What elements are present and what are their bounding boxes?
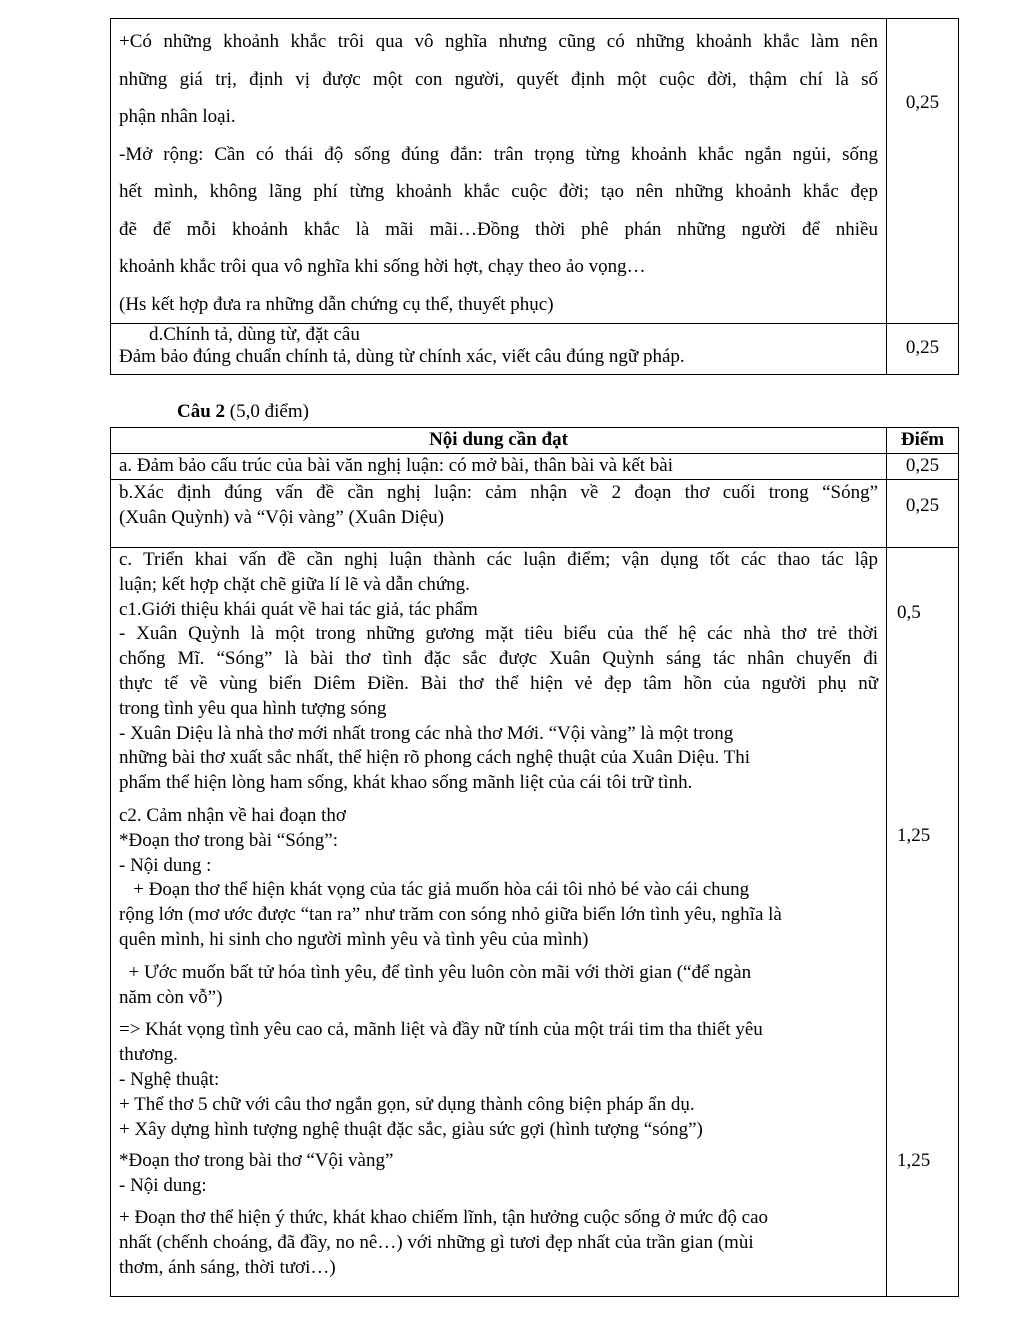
text-line: quên mình, hi sinh cho người mình yêu và tình yêu của mình)	[119, 928, 589, 950]
content-cell	[111, 324, 887, 375]
text-line: hết mình, không lãng phí từng khoảnh khắc cuộc đời; tạo nên những khoảnh khắc đẹp	[119, 181, 878, 202]
text-line: thơm, ánh sáng, thời tươi…)	[119, 1256, 336, 1278]
text-line: thương.	[119, 1044, 178, 1066]
score-value: 1,25	[897, 825, 931, 846]
text-line: b.Xác định đúng vấn đề cần nghị luận: cảm nhận về 2 đoạn thơ cuối trong “Sóng”	[119, 482, 878, 503]
content-cell	[111, 454, 887, 480]
table-row	[111, 480, 959, 548]
text-line: => Khát vọng tình yêu cao cả, mãnh liệt và đầy nữ tính của một trái tim tha thiết yêu	[119, 1019, 763, 1041]
text-line: khoảnh khắc trôi qua vô nghĩa khi sống hời hợt, chạy theo ảo vọng…	[119, 256, 646, 277]
header-content: Nội dung cần đạt	[111, 428, 887, 454]
text-line: những giá trị, định vị được một con người, quyết định một cuộc đời, thậm chí là số	[119, 68, 878, 90]
text-line: luận; kết hợp chặt chẽ giữa lí lẽ và dẫn chứng.	[119, 573, 470, 595]
text-line: phẩm thể hiện lòng ham sống, khát khao sống mãnh liệt của cái tôi trữ tình.	[119, 772, 693, 794]
content-cell	[111, 480, 887, 548]
text-line: - Xuân Quỳnh là một trong những gương mặt tiêu biểu của thế hệ các nhà thơ trẻ thời	[119, 623, 878, 645]
text-line: *Đoạn thơ trong bài “Sóng”:	[119, 829, 339, 851]
text-line: trong tình yêu qua hình tượng sóng	[119, 697, 387, 719]
text-line: (Hs kết hợp đưa ra những dẫn chứng cụ thể, thuyết phục)	[119, 293, 554, 315]
text-line: năm còn vỗ”)	[119, 986, 223, 1008]
text-line: - Xuân Diệu là nhà thơ mới nhất trong các nhà thơ Mới. “Vội vàng” là một trong	[119, 722, 734, 744]
table-row	[111, 324, 959, 375]
header-score: Điểm	[887, 428, 959, 454]
text-line: + Xây dựng hình tượng nghệ thuật đặc sắc, giàu sức gợi (hình tượng “sóng”)	[119, 1118, 703, 1140]
table-row	[111, 454, 959, 480]
score-value: 1,25	[897, 1150, 931, 1171]
score-value: 0,5	[897, 602, 921, 623]
text-line: thực tế về vùng biển Diêm Điền. Bài thơ thể hiện vẻ đẹp tâm hồn của người phụ nữ	[119, 672, 878, 694]
text-line: những bài thơ xuất sắc nhất, thể hiện rõ phong cách nghệ thuật của Xuân Diệu. Thi	[119, 747, 750, 769]
text-line: +Có những khoảnh khắc trôi qua vô nghĩa nhưng cũng có những khoảnh khắc làm nên	[119, 31, 878, 52]
text-line: phận nhân loại.	[119, 106, 236, 127]
content-cell	[111, 548, 887, 1297]
content-cell	[111, 19, 887, 324]
score-cell: 0,25	[887, 324, 959, 375]
text-line: - Nội dung :	[119, 854, 212, 876]
text-line: - Nghệ thuật:	[119, 1068, 220, 1090]
text-line: + Đoạn thơ thể hiện ý thức, khát khao chiếm lĩnh, tận hưởng cuộc sống ở mức độ cao	[119, 1206, 768, 1228]
text-line: + Ước muốn bất tử hóa tình yêu, để tình yêu luôn còn mãi với thời gian (“để ngàn	[119, 961, 752, 983]
table-header-row	[111, 428, 959, 454]
text-line: Đảm bảo đúng chuẩn chính tả, dùng từ chính xác, viết câu đúng ngữ pháp.	[119, 346, 685, 367]
score-cell	[887, 548, 959, 1297]
score-cell: 0,25	[887, 19, 959, 324]
text-line: + Thể thơ 5 chữ với câu thơ ngắn gọn, sử dụng thành công biện pháp ẩn dụ.	[119, 1093, 695, 1115]
text-line: a. Đảm bảo cấu trúc của bài văn nghị luận: có mở bài, thân bài và kết bài	[119, 455, 673, 476]
text-line: đẽ để mỗi khoảnh khắc là mãi mãi…Đồng thời phê phán những người để nhiều	[119, 218, 878, 240]
text-line: c2. Cảm nhận về hai đoạn thơ	[119, 804, 346, 826]
text-line: (Xuân Quỳnh) và “Vội vàng” (Xuân Diệu)	[119, 507, 445, 528]
section-heading: d.Chính tả, dùng từ, đặt câu	[149, 324, 360, 345]
score-cell: 0,25	[887, 454, 959, 480]
text-line: -Mở rộng: Cần có thái độ sống đúng đắn: trân trọng từng khoảnh khắc ngắn ngủi, sống	[119, 143, 878, 165]
text-line: nhất (chếnh choáng, đã đầy, no nê…) với những gì tươi đẹp nhất của trần gian (mùi	[119, 1231, 754, 1253]
text-line: + Đoạn thơ thể hiện khát vọng của tác giả muốn hòa cái tôi nhỏ bé vào cái chung	[119, 879, 750, 901]
question-title	[177, 401, 309, 423]
text-line: - Nội dung:	[119, 1175, 207, 1197]
score-cell: 0,25	[887, 480, 959, 548]
text-line: *Đoạn thơ trong bài thơ “Vội vàng”	[119, 1150, 394, 1172]
table-row	[111, 548, 959, 1297]
answer-table-part2	[110, 427, 959, 1297]
text-line: c1.Giới thiệu khái quát về hai tác giả, tác phẩm	[119, 598, 478, 620]
question-label: Câu 2	[177, 401, 226, 422]
text-line: rộng lớn (mơ ước được “tan ra” như trăm con sóng nhỏ giữa biển lớn tình yêu, nghĩa là	[119, 904, 782, 926]
text-line: c. Triển khai vấn đề cần nghị luận thành các luận điểm; vận dụng tốt các thao tác lập	[119, 549, 878, 570]
answer-table-part1	[110, 18, 959, 375]
text-line: chống Mĩ. “Sóng” là bài thơ tình đặc sắc được Xuân Quỳnh sáng tác nhân chuyến đi	[119, 648, 878, 670]
table-row	[111, 19, 959, 324]
question-points: (5,0 điểm)	[225, 401, 309, 422]
